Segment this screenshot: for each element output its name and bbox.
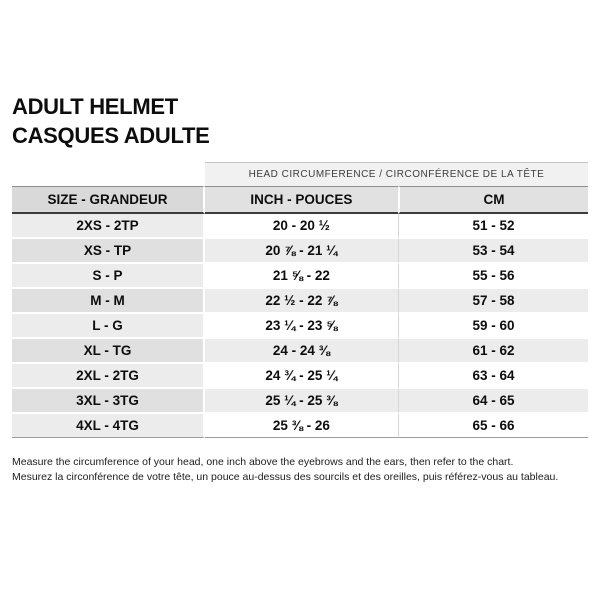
circumference-band-header: HEAD CIRCUMFERENCE / CIRCONFÉRENCE DE LA TÊTE (205, 162, 588, 186)
size-cell: 4XL - 4TG (12, 414, 205, 438)
col-header-cm: CM (398, 186, 588, 214)
page-title (12, 92, 588, 150)
cm-cell: 61 - 62 (398, 339, 588, 364)
cm-cell: 51 - 52 (398, 214, 588, 239)
instructions-fr: Mesurez la circonférence de votre tête, un pouce au-dessus des sourcils et des oreilles, puis référez-vous au tableau. (12, 470, 559, 483)
inch-cell: 25 ¼ - 25 ⅜ (205, 389, 398, 414)
instructions-en: Measure the circumference of your head, one inch above the eyebrows and the ears, then refer to the chart. (12, 456, 514, 468)
size-cell: S - P (12, 264, 205, 289)
size-cell: XS - TP (12, 239, 205, 264)
table-row-3xl (12, 389, 588, 414)
inch-cell: 21 ⅝ - 22 (205, 264, 398, 289)
table-row-2xl (12, 364, 588, 389)
size-cell: 2XL - 2TG (12, 364, 205, 389)
cm-cell: 65 - 66 (398, 414, 588, 438)
page-content (12, 92, 588, 484)
col-header-size: SIZE - GRANDEUR (12, 186, 205, 214)
cm-cell: 55 - 56 (398, 264, 588, 289)
inch-cell: 22 ½ - 22 ⅞ (205, 289, 398, 314)
page-title-fr: CASQUES ADULTE (12, 123, 210, 148)
size-cell: L - G (12, 314, 205, 339)
cm-cell: 57 - 58 (398, 289, 588, 314)
inch-cell: 23 ¼ - 23 ⅝ (205, 314, 398, 339)
size-cell: 3XL - 3TG (12, 389, 205, 414)
size-chart-table (12, 162, 588, 438)
table-row-xs (12, 239, 588, 264)
table-row-2xs (12, 214, 588, 239)
cm-cell: 53 - 54 (398, 239, 588, 264)
measure-instructions (12, 455, 588, 484)
table-row-xl (12, 339, 588, 364)
inch-cell: 24 ¾ - 25 ¼ (205, 364, 398, 389)
table-row-s (12, 264, 588, 289)
table-row-m (12, 289, 588, 314)
inch-cell: 24 - 24 ⅜ (205, 339, 398, 364)
cm-cell: 64 - 65 (398, 389, 588, 414)
column-header-row (12, 186, 588, 214)
page-title-en: ADULT HELMET (12, 94, 178, 119)
band-spacer-cell (12, 162, 205, 186)
size-cell: 2XS - 2TP (12, 214, 205, 239)
table-row-4xl (12, 414, 588, 438)
cm-cell: 59 - 60 (398, 314, 588, 339)
circumference-band-row (12, 162, 588, 186)
size-cell: M - M (12, 289, 205, 314)
cm-cell: 63 - 64 (398, 364, 588, 389)
inch-cell: 25 ⅜ - 26 (205, 414, 398, 438)
col-header-inch: INCH - POUCES (205, 186, 398, 214)
inch-cell: 20 ⅞ - 21 ¼ (205, 239, 398, 264)
table-row-l (12, 314, 588, 339)
inch-cell: 20 - 20 ½ (205, 214, 398, 239)
size-cell: XL - TG (12, 339, 205, 364)
